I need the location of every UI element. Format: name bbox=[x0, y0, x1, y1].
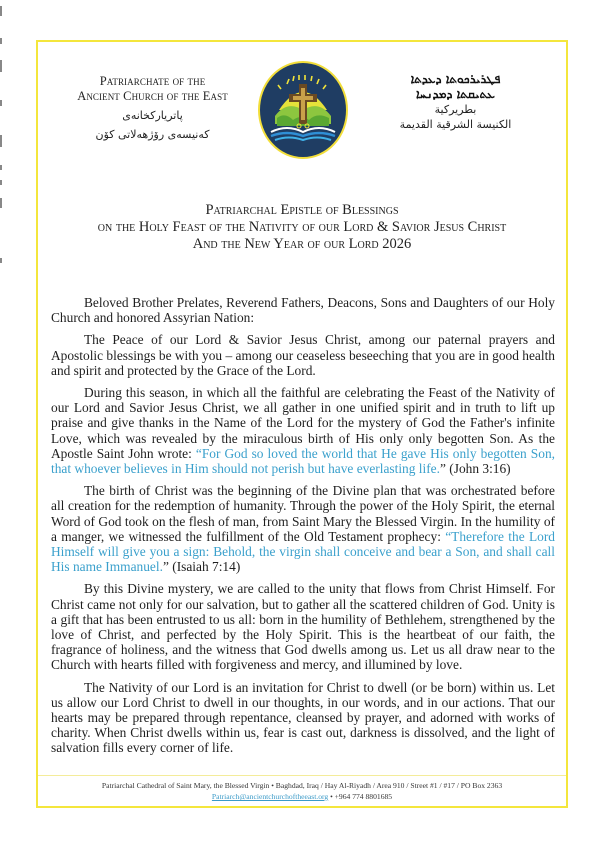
paragraph-season bbox=[51, 385, 555, 476]
syriac-name-line1: ܦܛܪܝܪܟܘܬܐ ܕܥܕܬܐ bbox=[410, 72, 501, 86]
footer-contact bbox=[38, 791, 566, 802]
footer-address: Patriarchal Cathedral of Saint Mary, the Blessed Virgin • Baghdad, Iraq / Hay Al-Riyadh / Area 910 / Street #1 / #17 / PO Box 2363 bbox=[101, 781, 503, 790]
paragraph-unity: By this Divine mystery, we are called to the unity that flows from Christ Himself. For Christ came not only for our salvation, but to gather all the scattered children of God. Unity is a gift that has been entrusted to us all: born in the humility of Bethlehem, strengthened by the love of Christ, and perfected by the Holy Spirit. This is the heartbeat of our faith, the fragrance of holiness, and the witness that God dwells among us. Let us all draw near to the Church with hearts filled with forgiveness and mercy, and illumined by love. bbox=[51, 581, 555, 673]
arabic-name-line2: الكنيسة الشرقية القديمة bbox=[399, 118, 512, 131]
scripture-reference: ” (Isaiah 7:14) bbox=[162, 559, 241, 575]
paragraph-invitation: The Nativity of our Lord is an invitation for Christ to dwell (or be born) within us. Let us allow our Lord Christ to dwell in our thoughts, in our words, and in our actions. That our hearts may be prepared through repentance, cleansed by prayer, and adorned with works of charity. When Christ dwells within us, fear is cast out, darkness is dissolved, and the light of salvation fills every corner of life. bbox=[51, 679, 555, 756]
kurdish-name-line2: کەنیسەی رۆژهەلاتی کۆن bbox=[95, 128, 210, 141]
email-link[interactable]: Patriarch@ancientchurchoftheeast.org bbox=[211, 792, 329, 801]
kurdish-name-line1: پاتریارکخانەی bbox=[122, 109, 183, 122]
header-right-block bbox=[373, 72, 538, 132]
footer-phone: • +964 774 8801685 bbox=[328, 792, 393, 801]
paragraph-peace: The Peace of our Lord & Savior Jesus Christ, among our paternal prayers and Apostolic blessings be with you – among our ceaseless beseeching that you are in good health and spirit and protected by the Grace of the Lord. bbox=[51, 332, 555, 378]
scripture-quote-john: “For God so loved the world that He gave His only begotten Son, that whoever believes in Him should not perish but have everlasting life. bbox=[51, 445, 555, 477]
title-line3: And the New Year of our Lord 2026 bbox=[192, 236, 412, 252]
scripture-quote-isaiah: “Therefore the Lord Himself will give you a sign: Behold, the virgin shall conceive and bear a Son, and shall call His name Immanuel. bbox=[51, 528, 555, 575]
paragraph-text: During this season, in which all the faithful are celebrating the Feast of the Nativity of our Lord and Savior Jesus Christ, we all gather in one unified spirit and in truth to lift up praise and give thanks in the Name of the Lord for the mystery of God the Father's infinite Love, which was revealed by the miraculous birth of His only only begotten Son. As the Apostle Saint John wrote: bbox=[51, 385, 555, 461]
arabic-name-line1: بطريركية bbox=[434, 103, 477, 116]
paragraph-greeting: Beloved Brother Prelates, Reverend Fathers, Deacons, Sons and Daughters of our Holy Church and honored Assyrian Nation: bbox=[51, 295, 555, 326]
letterhead-footer bbox=[38, 780, 566, 802]
patriarchate-name-line1: Patriarchate of the bbox=[99, 74, 206, 88]
scan-edge-marks bbox=[0, 0, 4, 848]
header-left-block bbox=[60, 74, 245, 142]
epistle-title bbox=[38, 202, 566, 253]
paragraph-text: The birth of Christ was the beginning of the Divine plan that was orchestrated before all creation for the redemption of humanity. Through the power of the Holy Spirit, the eternal Word of God took on the flesh of man, from Saint Mary the Blessed Virgin. In the humility of a manger, we witnessed the fulfillment of the Old Testament prophecy: bbox=[51, 483, 555, 544]
epistle-body bbox=[51, 295, 555, 763]
letterhead-frame bbox=[36, 40, 568, 808]
church-emblem-icon bbox=[257, 60, 349, 160]
patriarchate-name-line2: Ancient Church of the East bbox=[77, 89, 228, 103]
footer-divider bbox=[38, 775, 566, 776]
syriac-name-line2: ܥܬܝܩܬܐ ܕܡܕܢܚܐ bbox=[416, 87, 495, 101]
church-emblem-logo bbox=[257, 60, 349, 160]
paragraph-birth bbox=[51, 483, 555, 574]
scripture-reference: ” (John 3:16) bbox=[439, 461, 511, 477]
title-line1: Patriarchal Epistle of Blessings bbox=[205, 202, 399, 218]
title-line2: on the Holy Feast of the Nativity of our Lord & Savior Jesus Christ bbox=[97, 219, 507, 235]
letterhead-header bbox=[38, 42, 566, 182]
